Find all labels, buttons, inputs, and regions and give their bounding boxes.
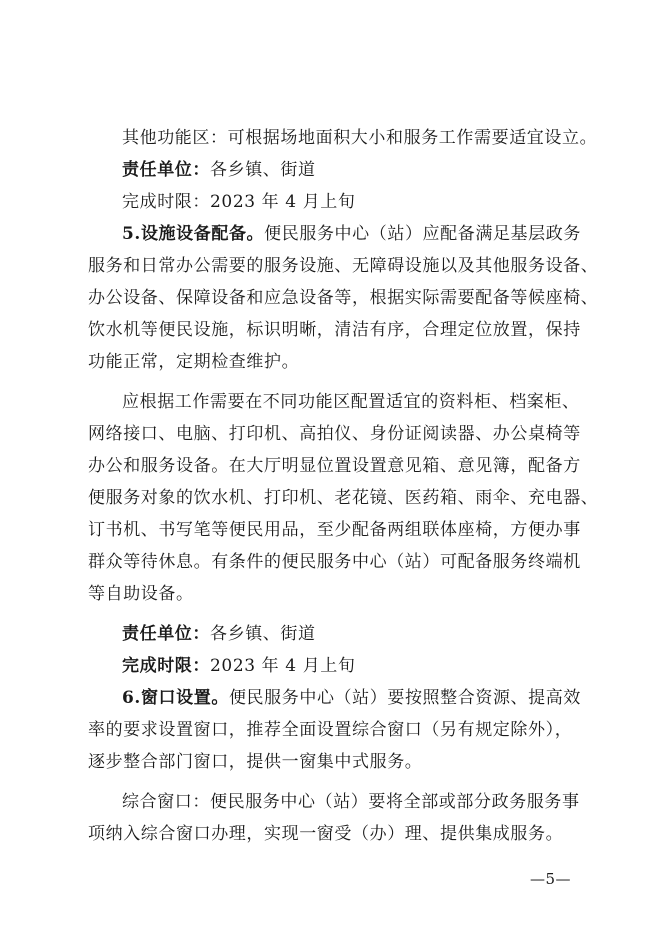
- paragraph-text: 逐步整合部门窗口，提供一窗集中式服务。: [88, 752, 423, 772]
- deadline-1: [88, 186, 588, 218]
- page-number: —5—: [530, 870, 572, 888]
- paragraph-line: [88, 746, 588, 778]
- deadline-label: 完成时限：: [122, 656, 210, 676]
- paragraph-text: 订书机、书写笔等便民用品，至少配备两组联体座椅，方便办事: [88, 520, 581, 540]
- paragraph-text: 便民服务中心（站）要按照整合资源、提高效: [228, 688, 581, 708]
- section-6-heading-line: [88, 682, 588, 714]
- document-body: [88, 122, 599, 850]
- paragraph-line: [88, 578, 588, 610]
- paragraph-line: [88, 282, 599, 314]
- paragraph-line: [88, 546, 588, 578]
- paragraph-line: [88, 386, 588, 418]
- paragraph-text: 网络接口、电脑、打印机、高拍仪、身份证阅读器、办公桌椅等: [88, 424, 581, 444]
- section-6-heading: 6.窗口设置。: [122, 688, 229, 708]
- paragraph-line: [88, 314, 588, 346]
- paragraph-text: 项纳入综合窗口办理，实现一窗受（办）理、提供集成服务。: [88, 824, 564, 844]
- paragraph-text: 功能正常，定期检查维护。: [88, 352, 300, 372]
- paragraph-text: 服务和日常办公需要的服务设施、无障碍设施以及其他服务设备、: [88, 256, 599, 276]
- responsible-unit-label: 责任单位：: [122, 160, 210, 180]
- paragraph-line: [88, 714, 588, 746]
- deadline-2: [88, 650, 588, 682]
- paragraph-line: [88, 250, 599, 282]
- paragraph-text: 等自助设备。: [88, 584, 194, 604]
- responsible-unit-1: [88, 154, 588, 186]
- paragraph-text: 便服务对象的饮水机、打印机、老花镜、医药箱、雨伞、充电器、: [88, 488, 599, 508]
- paragraph-text: 群众等待休息。有条件的便民服务中心（站）可配备服务终端机: [88, 552, 581, 572]
- paragraph-line: [88, 482, 599, 514]
- paragraph-text: 率的要求设置窗口，推荐全面设置综合窗口（另有规定除外），: [88, 720, 573, 740]
- section-5-heading: 5.设施设备配备。: [122, 224, 265, 244]
- paragraph-other-areas: [88, 122, 598, 154]
- responsible-unit-value: 各乡镇、街道: [210, 160, 316, 180]
- paragraph-line: [88, 818, 588, 850]
- paragraph-line: [88, 346, 588, 378]
- section-5-heading-line: [88, 218, 588, 250]
- paragraph-text: 办公设备、保障设备和应急设备等，根据实际需要配备等候座椅、: [88, 288, 599, 308]
- paragraph-text: 综合窗口：便民服务中心（站）要将全部或部分政务服务事: [122, 792, 580, 812]
- paragraph-text: 其他功能区：可根据场地面积大小和服务工作需要适宜设立。: [122, 128, 598, 148]
- paragraph-text: 饮水机等便民设施，标识明晰，清洁有序，合理定位放置，保持: [88, 320, 581, 340]
- responsible-unit-2: [88, 618, 588, 650]
- paragraph-line: [88, 514, 588, 546]
- paragraph-text: 应根据工作需要在不同功能区配置适宜的资料柜、档案柜、: [122, 392, 580, 412]
- responsible-unit-value: 各乡镇、街道: [210, 624, 316, 644]
- paragraph-line: [88, 786, 588, 818]
- paragraph-text: 办公和服务设备。在大厅明显位置设置意见箱、意见簿，配备方: [88, 456, 581, 476]
- deadline-text: 完成时限：2023 年 4 月上旬: [122, 192, 356, 212]
- paragraph-line: [88, 418, 588, 450]
- paragraph-text: 便民服务中心（站）应配备满足基层政务: [264, 224, 581, 244]
- responsible-unit-label: 责任单位：: [122, 624, 210, 644]
- deadline-value: 2023 年 4 月上旬: [210, 656, 356, 676]
- paragraph-line: [88, 450, 588, 482]
